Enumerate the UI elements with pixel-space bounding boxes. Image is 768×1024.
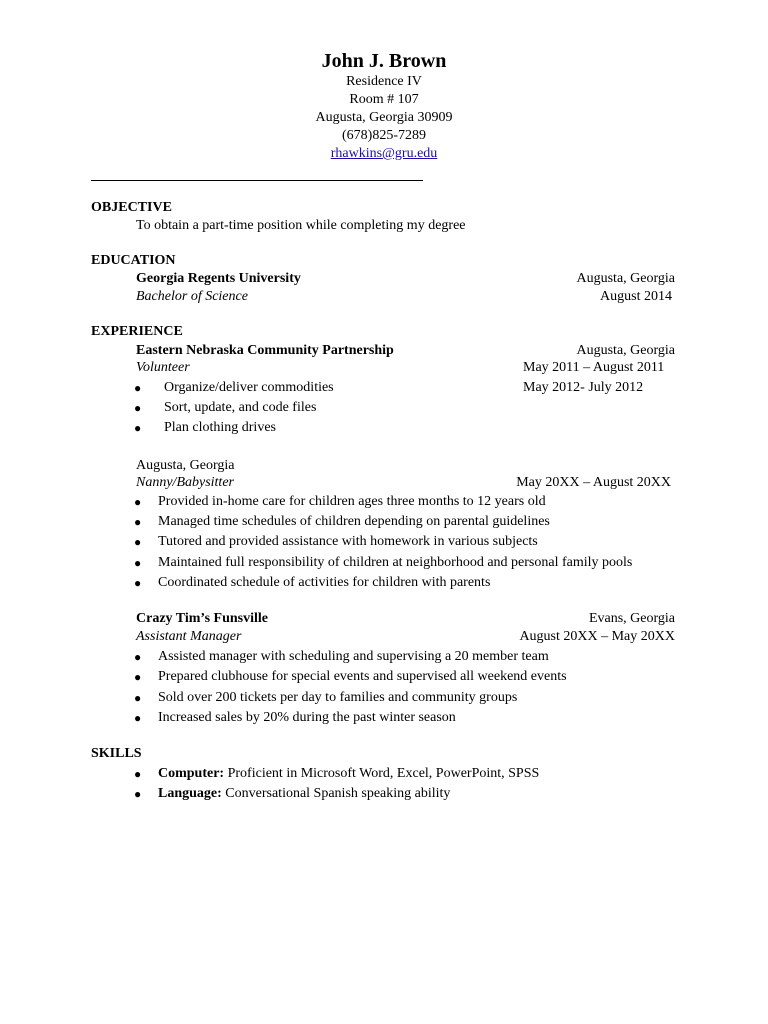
bullet-icon: ● <box>134 670 142 684</box>
skills-heading: SKILLS <box>91 746 142 761</box>
job-bullet: Increased sales by 20% during the past winter season <box>158 710 456 725</box>
bullet-icon: ● <box>134 421 142 435</box>
job-bullet: Sort, update, and code files <box>164 400 317 415</box>
degree: Bachelor of Science <box>136 289 248 304</box>
job-bullet: Organize/deliver commodities <box>164 380 334 395</box>
job-org: Eastern Nebraska Community Partnership <box>136 343 394 358</box>
job-location: Augusta, Georgia <box>576 343 675 358</box>
job-date: May 2012- July 2012 <box>523 380 644 395</box>
bullet-icon: ● <box>134 691 142 705</box>
objective-text: To obtain a part-time position while completing my degree <box>136 218 466 233</box>
email-link[interactable]: rhawkins@gru.edu <box>330 146 438 161</box>
bullet-icon: ● <box>134 381 142 395</box>
skill-text: Proficient in Microsoft Word, Excel, PowerPoint, SPSS <box>224 766 540 781</box>
job-title: Volunteer <box>136 360 190 375</box>
job-bullet: Tutored and provided assistance with homework in various subjects <box>158 534 538 549</box>
bullet-icon: ● <box>134 535 142 549</box>
skill-item <box>158 765 539 783</box>
job-date: May 20XX – August 20XX <box>516 475 671 490</box>
job-bullet: Assisted manager with scheduling and supervising a 20 member team <box>158 649 549 664</box>
bullet-icon: ● <box>134 787 142 801</box>
bullet-icon: ● <box>134 495 142 509</box>
experience-heading: EXPERIENCE <box>91 324 183 339</box>
school-name: Georgia Regents University <box>136 271 301 286</box>
bullet-icon: ● <box>134 650 142 664</box>
education-heading: EDUCATION <box>91 253 176 268</box>
job-date: May 2011 – August 2011 <box>523 360 665 375</box>
job-location: Evans, Georgia <box>588 611 675 626</box>
header-divider <box>91 180 423 181</box>
address-line-3: Augusta, Georgia 30909 <box>315 110 453 125</box>
bullet-icon: ● <box>134 711 142 725</box>
job-title: Assistant Manager <box>136 629 242 644</box>
job-bullet: Plan clothing drives <box>164 420 276 435</box>
resume-name: John J. Brown <box>321 50 447 72</box>
bullet-icon: ● <box>134 767 142 781</box>
skill-text: Conversational Spanish speaking ability <box>221 786 451 801</box>
skill-label: Language: <box>158 786 222 801</box>
job-location: Augusta, Georgia <box>136 458 235 473</box>
job-title: Nanny/Babysitter <box>136 475 234 490</box>
address-line-1: Residence IV <box>346 74 422 89</box>
bullet-icon: ● <box>134 576 142 590</box>
bullet-icon: ● <box>134 556 142 570</box>
school-location: Augusta, Georgia <box>576 271 675 286</box>
job-org: Crazy Tim’s Funsville <box>136 611 268 626</box>
phone-number: (678)825-7289 <box>342 128 426 143</box>
skill-label: Computer: <box>158 766 225 781</box>
job-bullet: Maintained full responsibility of children at neighborhood and personal family pools <box>158 555 633 570</box>
job-bullet: Prepared clubhouse for special events and supervised all weekend events <box>158 669 567 684</box>
job-bullet: Sold over 200 tickets per day to families and community groups <box>158 690 518 705</box>
bullet-icon: ● <box>134 401 142 415</box>
job-date: August 20XX – May 20XX <box>519 629 675 644</box>
skill-item <box>158 785 450 803</box>
job-bullet: Managed time schedules of children depending on parental guidelines <box>158 514 550 529</box>
address-line-2: Room # 107 <box>349 92 419 107</box>
job-bullet: Provided in-home care for children ages three months to 12 years old <box>158 494 546 509</box>
job-bullet: Coordinated schedule of activities for children with parents <box>158 575 491 590</box>
objective-heading: OBJECTIVE <box>91 200 172 215</box>
graduation-date: August 2014 <box>600 289 672 304</box>
bullet-icon: ● <box>134 515 142 529</box>
